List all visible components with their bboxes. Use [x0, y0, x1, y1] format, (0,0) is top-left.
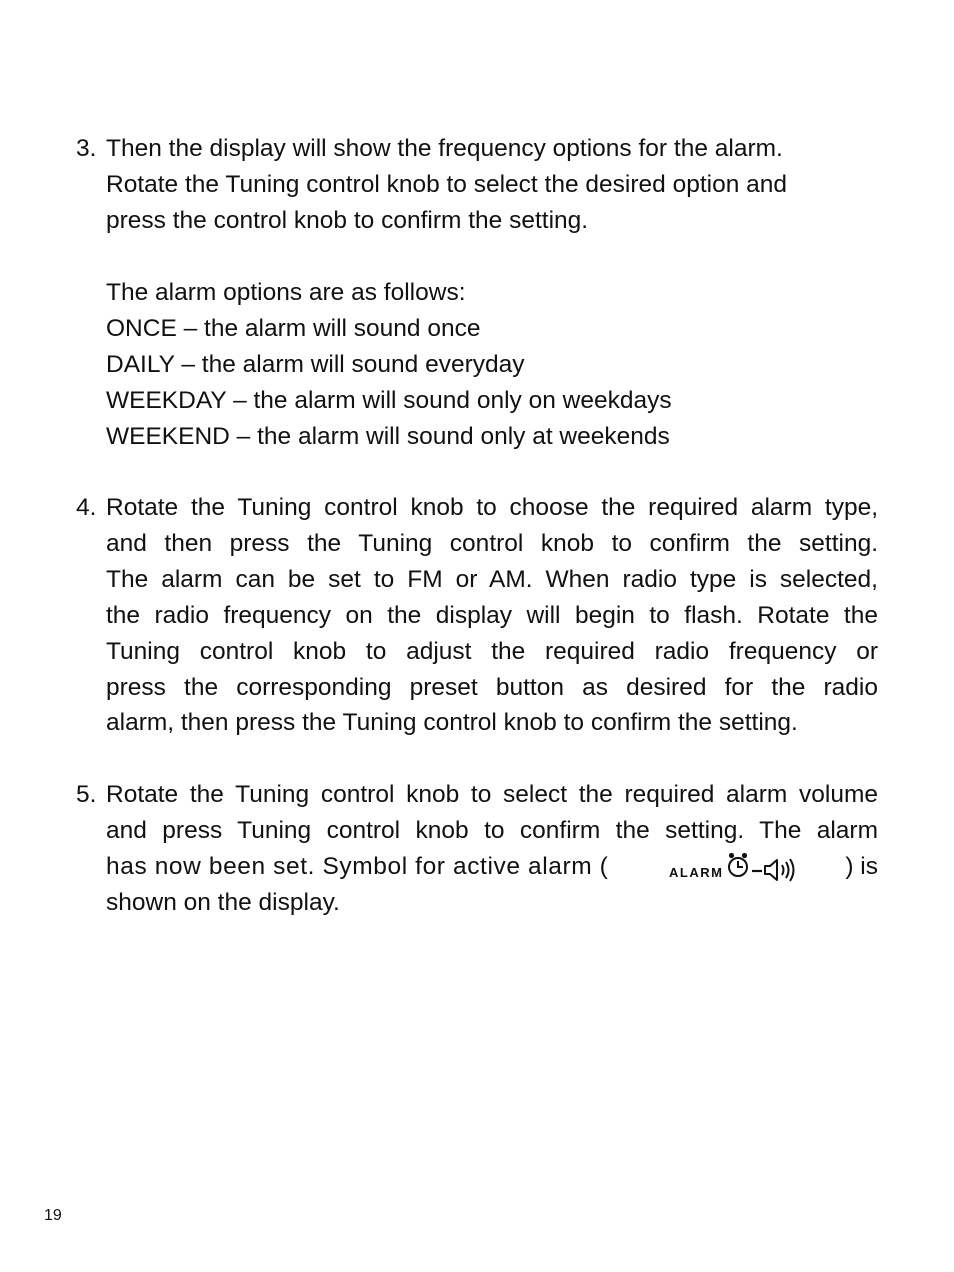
step-4-line-2: and then press the Tuning control knob to confirm the setting. [106, 529, 878, 557]
alarm-options-intro: The alarm options are as follows: [106, 279, 466, 306]
step-4-line-7: alarm, then press the Tuning control knob to confirm the setting. [106, 709, 798, 737]
alarm-option-weekday: WEEKDAY – the alarm will sound only on weekdays [106, 386, 672, 414]
step-4-line-4: the radio frequency on the display will begin to flash. Rotate the [106, 601, 878, 629]
step-4 [76, 490, 878, 741]
alarm-symbol-text: ALARM [668, 864, 724, 880]
page-number: 19 [44, 1207, 62, 1224]
step-5-number: 5. [76, 781, 97, 808]
step-5-line-3 [106, 849, 878, 885]
step-3-number: 3. [76, 135, 97, 162]
alarm-option-weekend: WEEKEND – the alarm will sound only at weekends [106, 422, 670, 450]
step-5-line-2: and press Tuning control knob to confirm the setting. The alarm [106, 816, 878, 844]
alarm-clock-dash-speaker-icon [652, 850, 802, 884]
step-4-number: 4. [76, 494, 97, 521]
step-5-line-4: shown on the display. [106, 888, 340, 916]
step-5 [76, 777, 878, 921]
alarm-clock-icon [729, 853, 747, 876]
alarm-option-once: ONCE – the alarm will sound once [106, 314, 481, 342]
step-3-line-1: Then the display will show the frequency options for the alarm. [106, 135, 783, 162]
alarm-options [106, 275, 672, 455]
step-5-line-1: Rotate the Tuning control knob to select the required alarm volume [106, 781, 878, 808]
step-3 [76, 131, 878, 239]
step-4-line-5: Tuning control knob to adjust the required radio frequency or [106, 637, 878, 665]
step-4-line-3: The alarm can be set to FM or AM. When radio type is selected, [106, 565, 878, 593]
step-4-line-6: press the corresponding preset button as desired for the radio [106, 673, 878, 701]
step-3-line-3: press the control knob to confirm the setting. [106, 206, 589, 234]
step-5-line-3-before: has now been set. Symbol for active alarm ( [106, 852, 609, 880]
step-4-line-1: Rotate the Tuning control knob to choose the required alarm type, [106, 494, 878, 521]
speaker-icon [765, 859, 794, 881]
step-3-line-2: Rotate the Tuning control knob to select the desired option and [106, 170, 788, 198]
step-5-line-3-after: ) is [845, 852, 878, 880]
alarm-option-daily: DAILY – the alarm will sound everyday [106, 350, 525, 378]
